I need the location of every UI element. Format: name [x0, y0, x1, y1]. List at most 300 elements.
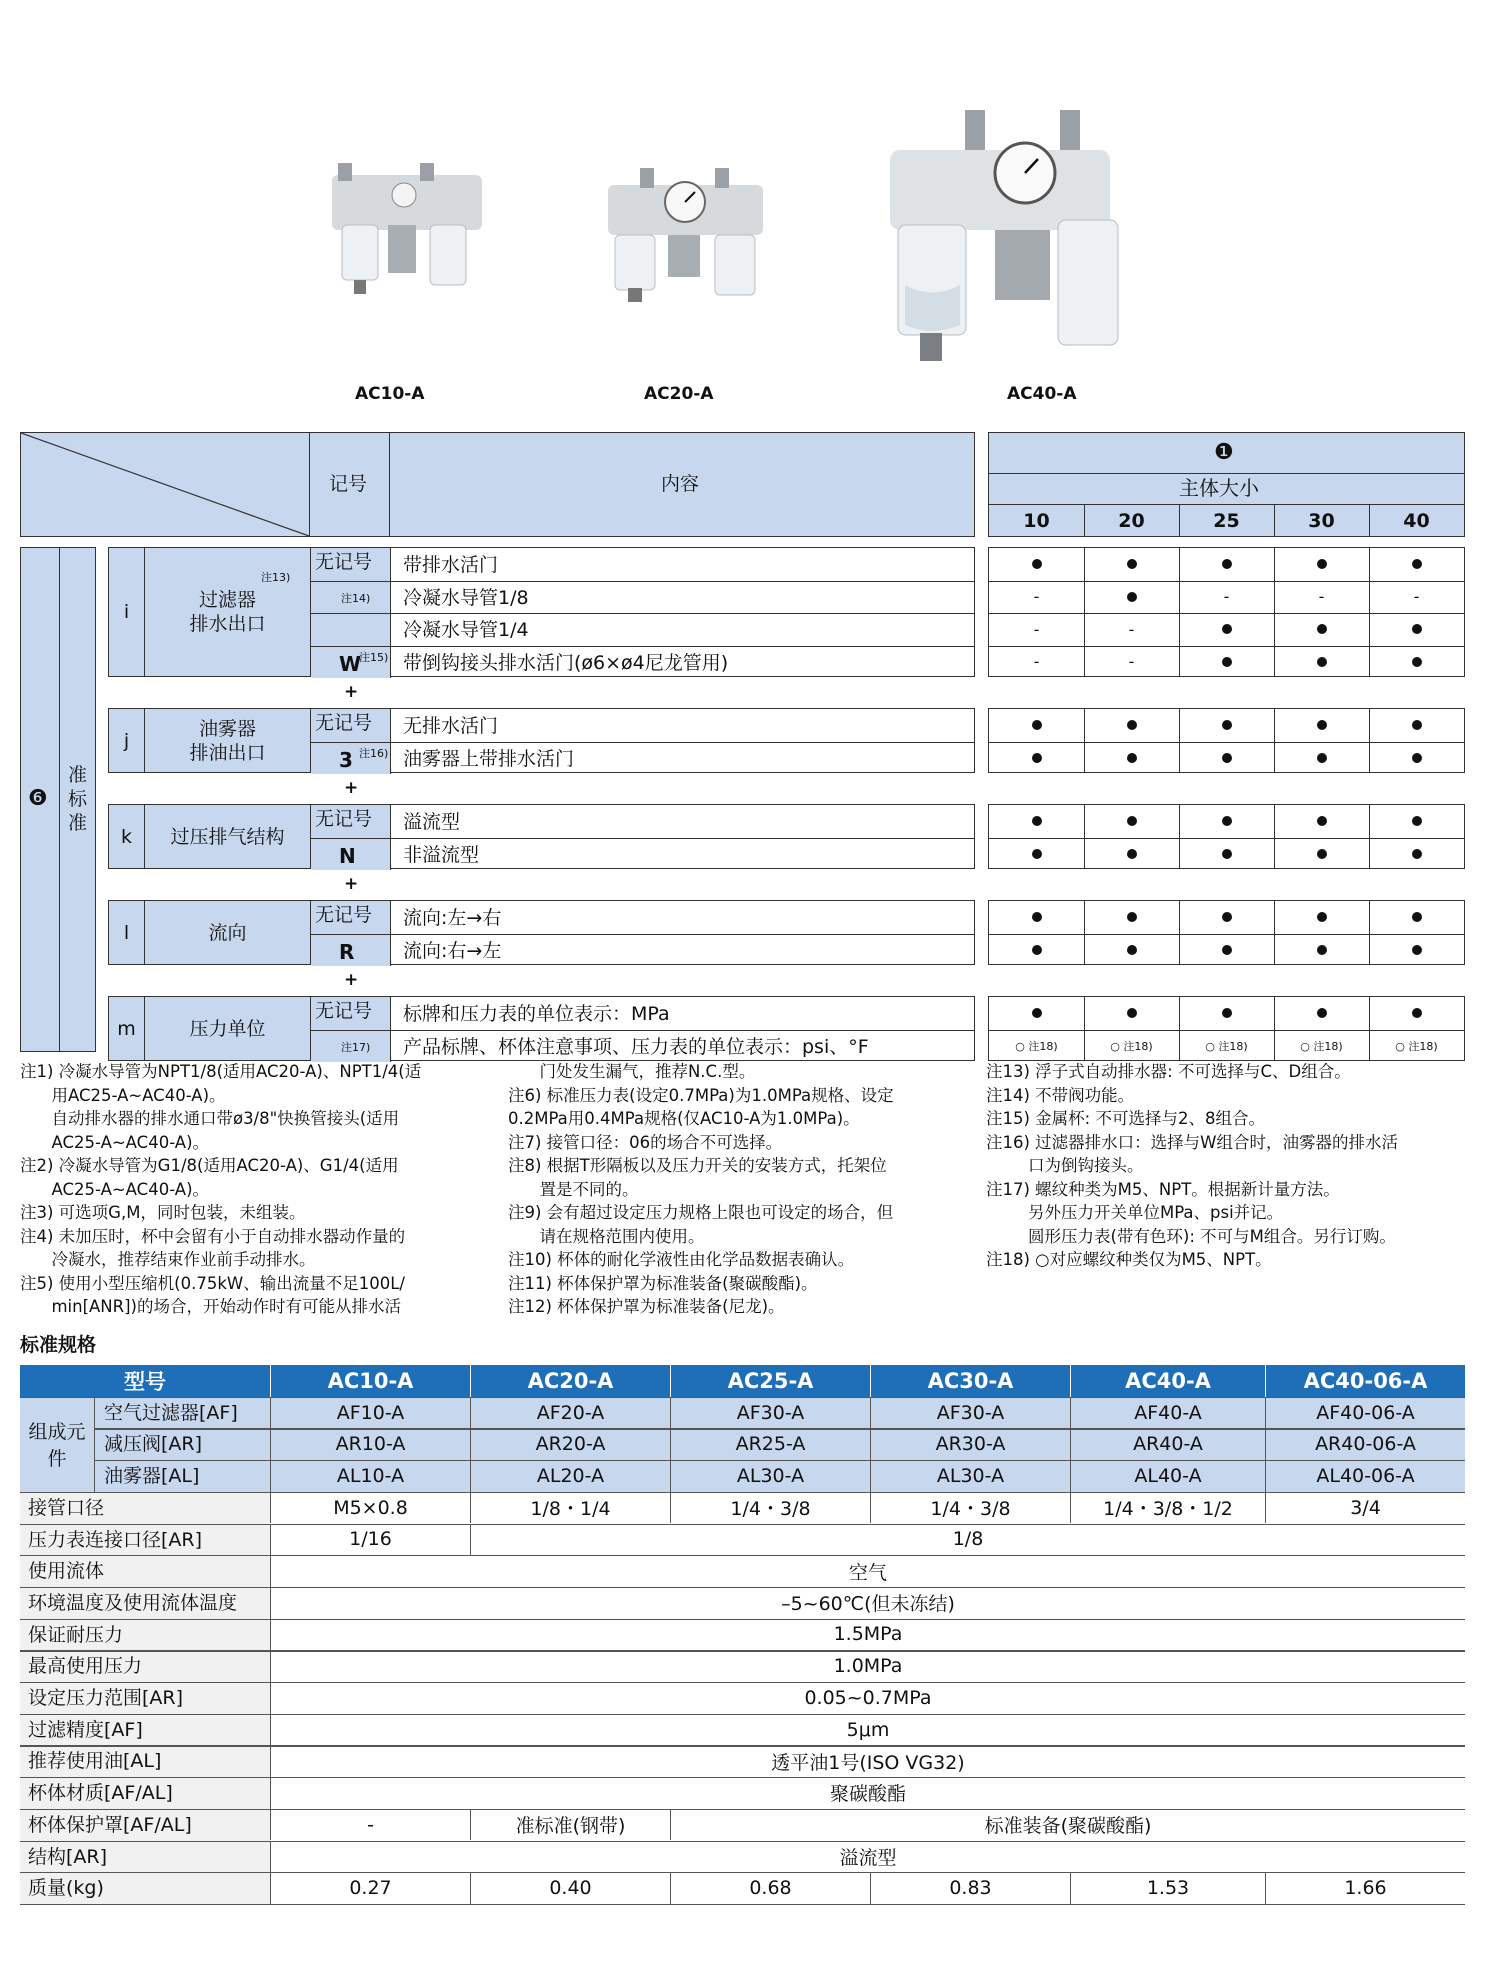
option-mark-cell	[1274, 838, 1369, 871]
number-1-badge: ❶	[1214, 440, 1234, 465]
option-group-j	[108, 708, 975, 773]
option-group-k	[108, 804, 975, 869]
plus-sign: +	[344, 874, 359, 894]
component-value: AL40-A	[1070, 1460, 1265, 1492]
option-mark-cell	[1179, 805, 1274, 838]
row-divider	[311, 646, 974, 647]
note-line: 另外压力开关单位MPa、psi并记。	[986, 1203, 1284, 1222]
note-line: AC25-A~AC40-A)。	[20, 1132, 210, 1152]
note-line: 注15) 金属杯: 不可选择与2、8组合。	[986, 1109, 1265, 1128]
available-dot-icon	[1222, 849, 1232, 859]
component-value: AR30-A	[870, 1428, 1070, 1460]
available-dot-icon	[1412, 624, 1422, 634]
spec-row-label: 过滤精度[AF]	[28, 1718, 143, 1741]
ac20-product-image	[600, 160, 770, 305]
note-line: 用AC25-A~AC40-A)。	[20, 1085, 226, 1105]
spec-row-line	[20, 1904, 1465, 1905]
spec-table	[20, 1365, 1465, 1905]
note-line: 注3) 可选项G,M，同时包装，未组装。	[20, 1203, 306, 1222]
note-line: 自动排水器的排水通口带ø3/8"快换管接头(适用	[20, 1109, 400, 1128]
option-marks-group-m	[988, 996, 1465, 1061]
mass-value: 1.66	[1265, 1872, 1465, 1904]
option-symbol-cell	[311, 548, 391, 581]
option-mark-cell	[989, 997, 1084, 1030]
option-content: 流向:左→右	[403, 907, 502, 929]
option-mark-cell	[1179, 548, 1274, 581]
mass-value: 1.53	[1070, 1872, 1265, 1904]
available-dot-icon	[1317, 912, 1327, 922]
note-line: 置是不同的。	[508, 1179, 639, 1199]
row-divider	[311, 838, 974, 839]
option-mark-cell	[1084, 805, 1179, 838]
gauge-port-label: 压力表连接口径[AR]	[28, 1528, 203, 1551]
note-line: AC25-A~AC40-A)。	[20, 1179, 210, 1199]
product-label-ac20: AC20-A	[644, 384, 714, 404]
component-label: 减压阀[AR]	[104, 1433, 203, 1456]
note-line: 注6) 标准压力表(设定0.7MPa)为1.0MPa规格、设定	[508, 1085, 894, 1105]
component-value: AR10-A	[270, 1428, 470, 1460]
note-line: 门处发生漏气，推荐N.C.型。	[508, 1062, 756, 1081]
option-mark-cell	[1179, 709, 1274, 742]
note-line: 注1) 冷凝水导管为NPT1/8(适用AC20-A)、NPT1/4(适	[20, 1062, 422, 1081]
option-mark-cell	[1084, 901, 1179, 934]
component-value: AF40-A	[1070, 1397, 1265, 1429]
option-mark-cell	[989, 646, 1084, 679]
available-dot-icon	[1412, 753, 1422, 763]
size-10: 10	[1023, 510, 1050, 532]
option-mark-cell	[1084, 709, 1179, 742]
option-letter-j: j	[109, 709, 145, 772]
model-name: AC10-A	[270, 1365, 470, 1397]
option-name-j: 油雾器 排油出口	[145, 709, 311, 772]
component-label: 油雾器[AL]	[104, 1465, 200, 1488]
option-symbol-cell	[311, 581, 391, 614]
option-symbol-cell	[311, 934, 391, 967]
spec-row-label: 保证耐压力	[28, 1623, 124, 1646]
available-dot-icon	[1127, 592, 1137, 602]
port-size-value: 3/4	[1265, 1492, 1465, 1524]
available-dot-icon	[1222, 945, 1232, 955]
available-dot-icon	[1317, 753, 1327, 763]
note-line: 注16) 过滤器排水口：选择与W组合时，油雾器的排水活	[986, 1132, 1398, 1152]
row-divider	[311, 934, 974, 935]
component-value: AF30-A	[670, 1397, 870, 1429]
option-symbol-cell	[311, 646, 391, 679]
port-size-value: 1/4・3/8	[870, 1492, 1070, 1524]
component-value: AR25-A	[670, 1428, 870, 1460]
component-value: AF10-A	[270, 1397, 470, 1429]
available-dot-icon	[1127, 945, 1137, 955]
conditional-mark: ○ 注18)	[1110, 1039, 1153, 1053]
note-line: 注9) 会有超过设定压力规格上限也可设定的场合，但	[508, 1203, 894, 1222]
component-value: AL10-A	[270, 1460, 470, 1492]
option-mark-cell	[989, 548, 1084, 581]
available-dot-icon	[1127, 559, 1137, 569]
component-value: AR40-06-A	[1265, 1428, 1465, 1460]
option-mark-cell	[1084, 548, 1179, 581]
option-mark-cell	[1179, 1030, 1274, 1063]
option-letter-l: l	[109, 901, 145, 964]
option-mark-cell	[1274, 1030, 1369, 1063]
available-dot-icon	[1412, 849, 1422, 859]
conditional-mark: ○ 注18)	[1205, 1039, 1248, 1053]
available-dot-icon	[1127, 816, 1137, 826]
bowl-guard-value: 标准装备(聚碳酸酯)	[670, 1809, 1465, 1841]
available-dot-icon	[1317, 816, 1327, 826]
available-dot-icon	[1317, 849, 1327, 859]
option-symbol-note: 注16)	[359, 746, 389, 760]
option-group-i	[108, 547, 975, 677]
bowl-guard-value: -	[270, 1809, 470, 1841]
option-symbol: W	[339, 651, 362, 676]
note-line: 注17) 螺纹种类为M5、NPT。根据新计量方法。	[986, 1179, 1340, 1199]
component-value: AR20-A	[470, 1428, 670, 1460]
option-content: 冷凝水导管1/4	[403, 619, 529, 641]
option-mark-cell	[1179, 646, 1274, 679]
available-dot-icon	[1412, 1008, 1422, 1018]
unavailable-mark: -	[1223, 587, 1230, 607]
available-dot-icon	[1317, 720, 1327, 730]
option-mark-cell	[1369, 646, 1464, 679]
available-dot-icon	[1317, 1008, 1327, 1018]
option-symbol: 3	[339, 747, 353, 772]
option-marks-group-l	[988, 900, 1465, 965]
size-25: 25	[1213, 510, 1240, 532]
note-line: 注10) 杯体的耐化学液性由化学品数据表确认。	[508, 1250, 855, 1269]
plus-sign: +	[344, 682, 359, 702]
option-symbol: 无记号	[315, 808, 373, 830]
row-divider	[311, 1030, 974, 1031]
spec-row-value: 空气	[270, 1555, 1465, 1587]
available-dot-icon	[1032, 559, 1042, 569]
option-mark-cell	[1084, 646, 1179, 679]
spec-row-value: 聚碳酸酯	[270, 1777, 1465, 1809]
mass-value: 0.83	[870, 1872, 1070, 1904]
ac40-product-image	[880, 105, 1120, 365]
product-label-ac10: AC10-A	[355, 384, 425, 404]
product-label-ac40: AC40-A	[1007, 384, 1077, 404]
spec-row-value: 1.0MPa	[270, 1650, 1465, 1682]
option-letter-i: i	[109, 548, 145, 676]
spec-row-label: 环境温度及使用流体温度	[28, 1591, 238, 1614]
unavailable-mark: -	[1128, 652, 1135, 672]
option-mark-cell	[1179, 581, 1274, 614]
model-name: AC40-06-A	[1265, 1365, 1465, 1397]
available-dot-icon	[1127, 753, 1137, 763]
option-symbol-note: 注15)	[359, 650, 389, 664]
available-dot-icon	[1317, 624, 1327, 634]
unavailable-mark: -	[1033, 587, 1040, 607]
ac10-product-image	[320, 155, 500, 305]
note-line: 口为倒钩接头。	[986, 1156, 1144, 1175]
spec-row-value: 5μm	[270, 1714, 1465, 1746]
option-mark-cell	[1369, 742, 1464, 775]
component-value: AF30-A	[870, 1397, 1070, 1429]
spec-row-label: 杯体材质[AF/AL]	[28, 1782, 173, 1805]
number-6-badge: ❻	[28, 786, 48, 811]
option-symbol-note: 注17)	[341, 1040, 371, 1054]
option-mark-cell	[989, 581, 1084, 614]
spec-row-label: 推荐使用油[AL]	[28, 1750, 162, 1773]
option-mark-cell	[989, 805, 1084, 838]
option-mark-cell	[1084, 742, 1179, 775]
option-header-left	[20, 432, 975, 537]
option-symbol-cell	[311, 805, 391, 838]
mass-value: 0.27	[270, 1872, 470, 1904]
option-mark-cell	[1084, 838, 1179, 871]
structure-label: 结构[AR]	[28, 1845, 108, 1868]
note-line: 注13) 浮子式自动排水器: 不可选择与C、D组合。	[986, 1062, 1351, 1081]
option-content: 产品标牌、杯体注意事项、压力表的单位表示：psi、°F	[403, 1035, 869, 1058]
option-content: 油雾器上带排水活门	[403, 747, 575, 770]
spec-row-value: 1.5MPa	[270, 1619, 1465, 1651]
available-dot-icon	[1222, 657, 1232, 667]
model-name: AC40-A	[1070, 1365, 1265, 1397]
row-divider	[311, 613, 974, 614]
unavailable-mark: -	[1128, 619, 1135, 639]
available-dot-icon	[1412, 912, 1422, 922]
component-value: AL30-A	[870, 1460, 1070, 1492]
spec-row-value: –5~60℃(但未冻结)	[270, 1587, 1465, 1619]
spec-title: 标准规格	[20, 1334, 97, 1356]
option-mark-cell	[1369, 838, 1464, 871]
row-divider	[311, 742, 974, 743]
note-line: 注12) 杯体保护罩为标准装备(尼龙)。	[508, 1297, 785, 1316]
option-name-k: 过压排气结构	[145, 805, 311, 868]
size-30: 30	[1308, 510, 1335, 532]
size-40: 40	[1403, 510, 1430, 532]
note-line: 注4) 未加压时，杯中会留有小于自动排水器动作量的	[20, 1226, 406, 1246]
option-symbol: 无记号	[315, 712, 373, 734]
components-label: 组成元件	[20, 1397, 95, 1492]
mass-value: 0.40	[470, 1872, 670, 1904]
option-mark-cell	[1179, 742, 1274, 775]
available-dot-icon	[1222, 753, 1232, 763]
option-name-l: 流向	[145, 901, 311, 964]
option-symbol-cell	[311, 709, 391, 742]
option-mark-cell	[1084, 934, 1179, 967]
size-title: 主体大小	[1179, 476, 1259, 500]
spec-row-label: 最高使用压力	[28, 1655, 143, 1678]
component-value: AL30-A	[670, 1460, 870, 1492]
option-name-m: 压力单位	[145, 997, 311, 1060]
available-dot-icon	[1222, 720, 1232, 730]
model-name: AC25-A	[670, 1365, 870, 1397]
option-symbol-cell	[311, 997, 391, 1030]
note-line: 注7) 接管口径：06的场合不可选择。	[508, 1132, 783, 1152]
unavailable-mark: -	[1033, 652, 1040, 672]
option-letter-m: m	[109, 997, 145, 1060]
note-line: min[ANR])的场合，开始动作时有可能从排水活	[20, 1297, 401, 1316]
model-header: 型号	[124, 1369, 166, 1394]
plus-sign: +	[344, 778, 359, 798]
port-size-label: 接管口径	[28, 1496, 105, 1519]
available-dot-icon	[1127, 912, 1137, 922]
content-header: 内容	[661, 473, 700, 495]
note-line: 注11) 杯体保护罩为标准装备(聚碳酸酯)。	[508, 1273, 818, 1293]
option-marks-group-j	[988, 708, 1465, 773]
component-value: AL20-A	[470, 1460, 670, 1492]
row-divider	[311, 581, 974, 582]
available-dot-icon	[1222, 816, 1232, 826]
available-dot-icon	[1412, 816, 1422, 826]
note-line: 注18) ○对应螺纹种类仅为M5、NPT。	[986, 1250, 1272, 1269]
bowl-guard-label: 杯体保护罩[AF/AL]	[28, 1813, 192, 1836]
option-content: 无排水活门	[403, 715, 499, 737]
option-symbol: 无记号	[315, 1000, 373, 1022]
option-symbol-cell	[311, 838, 391, 871]
spec-row-value: 透平油1号(ISO VG32)	[270, 1745, 1465, 1777]
spec-row-label: 使用流体	[28, 1560, 105, 1583]
gauge-port-value: 1/8	[470, 1524, 1465, 1556]
port-size-value: 1/8・1/4	[470, 1492, 670, 1524]
option-group-m	[108, 996, 975, 1061]
port-size-value: 1/4・3/8・1/2	[1070, 1492, 1265, 1524]
option-name-note: 注13)	[261, 571, 291, 584]
available-dot-icon	[1412, 559, 1422, 569]
option-mark-cell	[1179, 613, 1274, 646]
available-dot-icon	[1032, 753, 1042, 763]
option-content: 溢流型	[403, 811, 461, 833]
option-symbol: N	[339, 843, 356, 868]
option-name-i: 过滤器 排水出口	[145, 548, 311, 676]
model-name: AC30-A	[870, 1365, 1070, 1397]
available-dot-icon	[1222, 912, 1232, 922]
semi-standard-label: 准 标 准	[68, 764, 88, 834]
available-dot-icon	[1317, 559, 1327, 569]
gauge-port-value: 1/16	[270, 1524, 470, 1556]
option-mark-cell	[1274, 934, 1369, 967]
note-line: 注14) 不带阀功能。	[986, 1085, 1135, 1105]
option-mark-cell	[1369, 934, 1464, 967]
available-dot-icon	[1317, 945, 1327, 955]
conditional-mark: ○ 注18)	[1395, 1039, 1438, 1053]
port-size-value: M5×0.8	[270, 1492, 470, 1524]
available-dot-icon	[1127, 720, 1137, 730]
note-line: 注8) 根据T形隔板以及压力开关的安装方式，托架位	[508, 1156, 887, 1175]
mass-value: 0.68	[670, 1872, 870, 1904]
option-mark-cell	[1274, 742, 1369, 775]
option-symbol: 无记号	[315, 904, 373, 926]
option-symbol-cell	[311, 613, 391, 646]
option-mark-cell	[1369, 901, 1464, 934]
option-content: 标牌和压力表的单位表示：MPa	[403, 1003, 670, 1025]
option-mark-cell	[1274, 901, 1369, 934]
available-dot-icon	[1222, 1008, 1232, 1018]
option-mark-cell	[1274, 548, 1369, 581]
symbol-header: 记号	[329, 473, 368, 495]
plus-sign: +	[344, 970, 359, 990]
option-mark-cell	[1274, 646, 1369, 679]
conditional-mark: ○ 注18)	[1015, 1039, 1058, 1053]
size-header	[988, 432, 1465, 537]
conditional-mark: ○ 注18)	[1300, 1039, 1343, 1053]
option-mark-cell	[989, 709, 1084, 742]
option-mark-cell	[1369, 709, 1464, 742]
available-dot-icon	[1032, 1008, 1042, 1018]
structure-value: 溢流型	[270, 1841, 1465, 1873]
option-marks-group-k	[988, 804, 1465, 869]
unavailable-mark: -	[1318, 587, 1325, 607]
available-dot-icon	[1127, 1008, 1137, 1018]
mass-label: 质量(kg)	[28, 1877, 104, 1900]
bowl-guard-value: 准标准(钢带)	[470, 1809, 670, 1841]
circled-6-cell	[20, 547, 60, 1052]
unavailable-mark: -	[1033, 619, 1040, 639]
option-mark-cell	[1084, 1030, 1179, 1063]
semi-standard-cell	[59, 547, 96, 1052]
port-size-value: 1/4・3/8	[670, 1492, 870, 1524]
option-mark-cell	[1369, 997, 1464, 1030]
available-dot-icon	[1412, 945, 1422, 955]
available-dot-icon	[1032, 720, 1042, 730]
option-symbol-cell	[311, 1030, 391, 1063]
available-dot-icon	[1317, 657, 1327, 667]
option-content: 冷凝水导管1/8	[403, 586, 529, 609]
option-content: 流向:右→左	[403, 939, 502, 962]
component-value: AL40-06-A	[1265, 1460, 1465, 1492]
spec-row-value: 0.05~0.7MPa	[270, 1682, 1465, 1714]
available-dot-icon	[1127, 849, 1137, 859]
option-mark-cell	[989, 838, 1084, 871]
option-mark-cell	[1369, 1030, 1464, 1063]
option-mark-cell	[989, 934, 1084, 967]
model-name: AC20-A	[470, 1365, 670, 1397]
option-symbol: 无记号	[315, 551, 373, 573]
option-symbol-cell	[311, 742, 391, 775]
option-mark-cell	[1274, 613, 1369, 646]
option-content: 带排水活门	[403, 554, 499, 576]
option-mark-cell	[1084, 581, 1179, 614]
option-mark-cell	[1179, 997, 1274, 1030]
option-letter-k: k	[109, 805, 145, 868]
option-mark-cell	[1274, 581, 1369, 614]
component-value: AF40-06-A	[1265, 1397, 1465, 1429]
note-line: 注2) 冷凝水导管为G1/8(适用AC20-A)、G1/4(适用	[20, 1156, 399, 1175]
option-mark-cell	[1369, 613, 1464, 646]
option-symbol-cell	[311, 901, 391, 934]
available-dot-icon	[1412, 657, 1422, 667]
option-mark-cell	[1179, 838, 1274, 871]
option-mark-cell	[1179, 901, 1274, 934]
option-mark-cell	[1274, 805, 1369, 838]
spec-row-label: 设定压力范围[AR]	[28, 1687, 184, 1709]
available-dot-icon	[1032, 945, 1042, 955]
option-content: 带倒钩接头排水活门(ø6×ø4尼龙管用)	[403, 651, 729, 674]
unavailable-mark: -	[1413, 587, 1420, 607]
option-group-l	[108, 900, 975, 965]
component-label: 空气过滤器[AF]	[104, 1401, 238, 1424]
option-content: 非溢流型	[403, 843, 480, 866]
available-dot-icon	[1032, 912, 1042, 922]
option-symbol-note: 注14)	[341, 591, 371, 605]
note-line: 圆形压力表(带有色环): 不可与M组合。另行订购。	[986, 1226, 1396, 1246]
available-dot-icon	[1412, 720, 1422, 730]
option-mark-cell	[989, 613, 1084, 646]
option-mark-cell	[989, 1030, 1084, 1063]
component-value: AR40-A	[1070, 1428, 1265, 1460]
size-20: 20	[1118, 510, 1145, 532]
component-value: AF20-A	[470, 1397, 670, 1429]
option-mark-cell	[1179, 934, 1274, 967]
option-mark-cell	[1084, 997, 1179, 1030]
note-line: 请在规格范围内使用。	[508, 1226, 705, 1246]
option-mark-cell	[1274, 709, 1369, 742]
option-mark-cell	[989, 901, 1084, 934]
option-mark-cell	[1369, 805, 1464, 838]
available-dot-icon	[1222, 559, 1232, 569]
option-mark-cell	[989, 742, 1084, 775]
